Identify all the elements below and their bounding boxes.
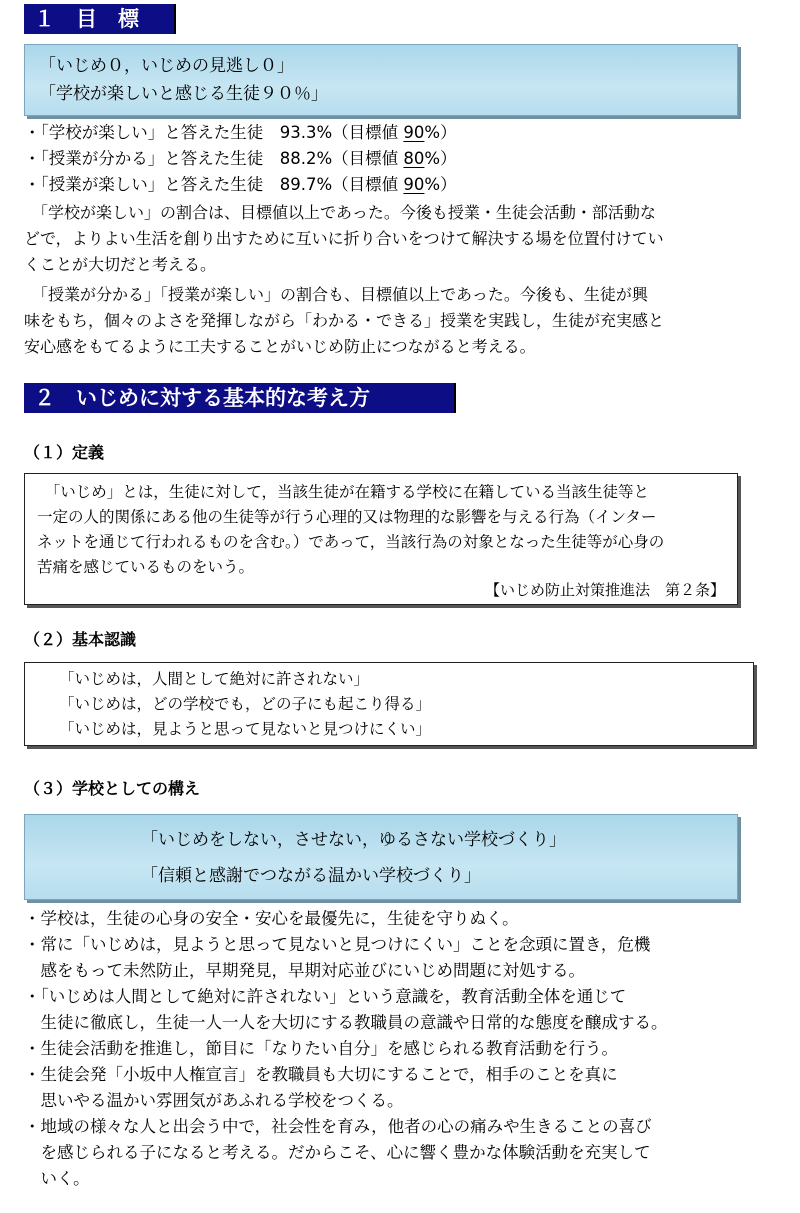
bullet-item: [24, 1114, 668, 1192]
paragraph-line: 「学校が楽しい」の割合は、目標値以上であった。今後も授業・生徒会活動・部活動な: [24, 203, 656, 222]
stat-suffix: %）: [424, 123, 457, 142]
paragraph-2: [24, 282, 664, 360]
bullet-line: いく。: [24, 1169, 90, 1188]
paragraph-1: [24, 200, 664, 278]
bullet-item: [24, 1036, 668, 1062]
bullet-line: 生徒に徹底し，生徒一人一人を大切にする教職員の意識や日常的な態度を醸成する。: [24, 1013, 668, 1032]
definition-heading: （１）定義: [24, 443, 105, 462]
bullet-line: ・学校は，生徒の心身の安全・安心を最優先に，生徒を守りぬく。: [24, 909, 519, 928]
stat-item-school-fun: [24, 120, 457, 146]
paragraph-line: 味をもち，個々のよさを発揮しながら「わかる・できる」授業を実践し，生徒が充実感と: [24, 311, 665, 330]
definition-line: 苦痛を感じているものをいう。: [37, 558, 255, 576]
bullet-item: [24, 984, 668, 1036]
stance-box: [24, 814, 738, 900]
section2-title: ２ いじめに対する基本的な考え方: [24, 383, 456, 413]
definition-line: 一定の人的関係にある他の生徒等が行う心理的又は物理的な影響を与える行為（インター: [37, 508, 657, 526]
paragraph-line: どで，よりよい生活を創り出すために互いに折り合いをつけて解決する場を位置付けてい: [24, 229, 664, 248]
paragraph-line: くことが大切だと考える。: [24, 255, 217, 274]
bullet-line: 感をもって未然防止，早期発見，早期対応並びにいじめ問題に対処する。: [24, 961, 585, 980]
recognition-line: 「いじめは，人間として絶対に許されない」: [59, 670, 370, 688]
definition-line: ネットを通じて行われるものを含む。）であって，当該行為の対象となった生徒等が心身の: [37, 533, 665, 551]
bullet-line: ・生徒会活動を推進し，節目に「なりたい自分」を感じられる教育活動を行う。: [24, 1039, 618, 1058]
section1-title: １ 目 標: [24, 4, 176, 34]
recognition-line: 「いじめは，見ようと思って見ないと見つけにくい」: [59, 720, 432, 738]
bullet-line: ・「いじめは人間として絶対に許されない」という意識を，教育活動全体を通じて: [24, 987, 627, 1006]
stance-line-1: 「いじめをしない，させない，ゆるさない学校づくり」: [141, 830, 566, 850]
recognition-heading: （２）基本認識: [24, 630, 137, 649]
bullet-line: 思いやる温かい雰囲気があふれる学校をつくる。: [24, 1091, 404, 1110]
stats-list: [24, 120, 457, 198]
stat-target: 90: [403, 175, 425, 194]
bullet-line: を感じられる子になると考える。だからこそ、心に響く豊かな体験活動を充実して: [24, 1143, 651, 1162]
stance-bullets: [24, 906, 668, 1192]
law-reference: 【いじめ防止対策推進法 第２条】: [484, 581, 725, 599]
stat-text: ・「学校が楽しい」と答えた生徒 93.3%（目標値: [24, 123, 404, 142]
goal-line-2: 「学校が楽しいと感じる生徒９０％」: [39, 84, 328, 104]
stat-text: ・「授業が分かる」と答えた生徒 88.2%（目標値: [24, 149, 404, 168]
stat-target: 80: [403, 149, 425, 168]
stat-suffix: %）: [424, 175, 457, 194]
stat-item-lesson-understand: [24, 146, 457, 172]
bullet-item: [24, 1062, 668, 1114]
bullet-line: ・常に「いじめは，見ようと思って見ないと見つけにくい」ことを念頭に置き，危機: [24, 935, 651, 954]
bullet-item: [24, 932, 668, 984]
recognition-box: [24, 662, 754, 746]
goal-box: [24, 44, 738, 116]
stat-text: ・「授業が楽しい」と答えた生徒 89.7%（目標値: [24, 175, 404, 194]
bullet-line: ・生徒会発「小坂中人権宣言」を教職員も大切にすることで，相手のことを真に: [24, 1065, 618, 1084]
paragraph-line: 「授業が分かる」「授業が楽しい」の割合も、目標値以上であった。今後も、生徒が興: [24, 285, 648, 304]
definition-line: 「いじめ」とは，生徒に対して，当該生徒が在籍する学校に在籍している当該生徒等と: [37, 483, 649, 501]
goal-line-1: 「いじめ０，いじめの見逃し０」: [39, 56, 294, 76]
recognition-line: 「いじめは，どの学校でも，どの子にも起こり得る」: [59, 695, 432, 713]
bullet-item: [24, 906, 668, 932]
stance-heading: （３）学校としての構え: [24, 779, 201, 798]
bullet-line: ・地域の様々な人と出会う中で，社会性を育み，他者の心の痛みや生きることの喜び: [24, 1117, 652, 1136]
stat-item-lesson-fun: [24, 172, 457, 198]
stat-target: 90: [403, 123, 425, 142]
stance-line-2: 「信頼と感謝でつながる温かい学校づくり」: [141, 866, 481, 886]
paragraph-line: 安心感をもてるように工夫することがいじめ防止につながると考える。: [24, 337, 536, 356]
stat-suffix: %）: [424, 149, 457, 168]
definition-box: [24, 473, 738, 605]
